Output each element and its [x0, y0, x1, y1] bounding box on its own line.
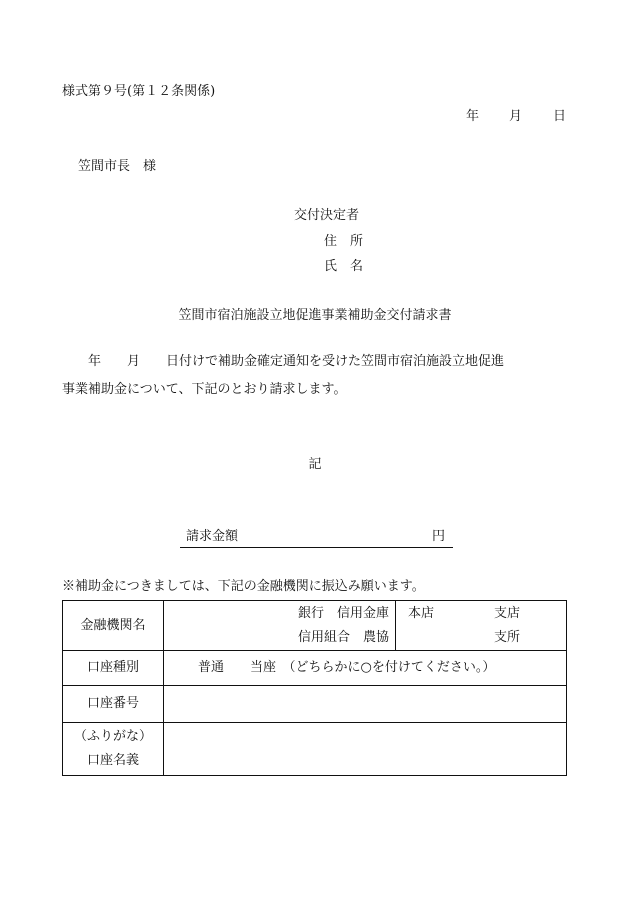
body-line-1: 年 月 日付けで補助金確定通知を受けた笠間市宿泊施設立地促進: [62, 354, 505, 369]
ki-heading: 記: [308, 457, 322, 472]
account-type-label: 口座種別: [63, 651, 164, 686]
address-label: 住 所: [324, 234, 364, 249]
date-day-label: 日: [553, 109, 567, 124]
institution-type-line-2: 信用組合 農協: [297, 630, 389, 645]
account-number-label: 口座番号: [63, 686, 164, 723]
request-amount-label: 請求金額: [186, 529, 239, 544]
account-name-label-cell: [63, 723, 164, 776]
request-amount-line: [180, 527, 453, 548]
account-type-value: 普通 当座 （どちらかに○を付けてください。）: [164, 651, 567, 686]
branch-main-label: 本店: [408, 606, 435, 621]
form-number: 様式第９号(第１２条関係): [62, 84, 216, 99]
branch-cell: [396, 601, 567, 651]
institution-label: 金融機関名: [63, 601, 164, 651]
institution-type-line-1: 銀行 信用金庫: [297, 606, 389, 621]
account-name-label: 口座名義: [86, 753, 139, 768]
body-line-2: 事業補助金について、下記のとおり請求します。: [62, 382, 347, 397]
account-name-value: [164, 723, 567, 776]
addressee: 笠間市長 様: [78, 159, 157, 174]
bank-row-institution: [63, 601, 567, 651]
applicant-title: 交付決定者: [294, 208, 360, 223]
institution-type-cell: [164, 601, 396, 651]
bank-row-account-type: [63, 651, 567, 686]
bank-row-account-name: [63, 723, 567, 776]
body-paragraph: [62, 348, 568, 404]
name-label: 氏 名: [324, 259, 364, 274]
furigana-label: （ふりがな）: [73, 729, 152, 744]
bank-note: ※補助金につきましては、下記の金融機関に振込み願います。: [62, 579, 425, 594]
branch-shiten-label: 支店: [493, 606, 520, 621]
bank-table: [62, 600, 567, 776]
branch-shisho-label: 支所: [493, 630, 520, 645]
account-number-value: [164, 686, 567, 723]
date-month-label: 月: [509, 109, 523, 124]
request-amount-unit: 円: [432, 529, 446, 544]
date-year-label: 年: [466, 109, 480, 124]
bank-row-account-number: [63, 686, 567, 723]
document-title: 笠間市宿泊施設立地促進事業補助金交付請求書: [178, 308, 452, 323]
